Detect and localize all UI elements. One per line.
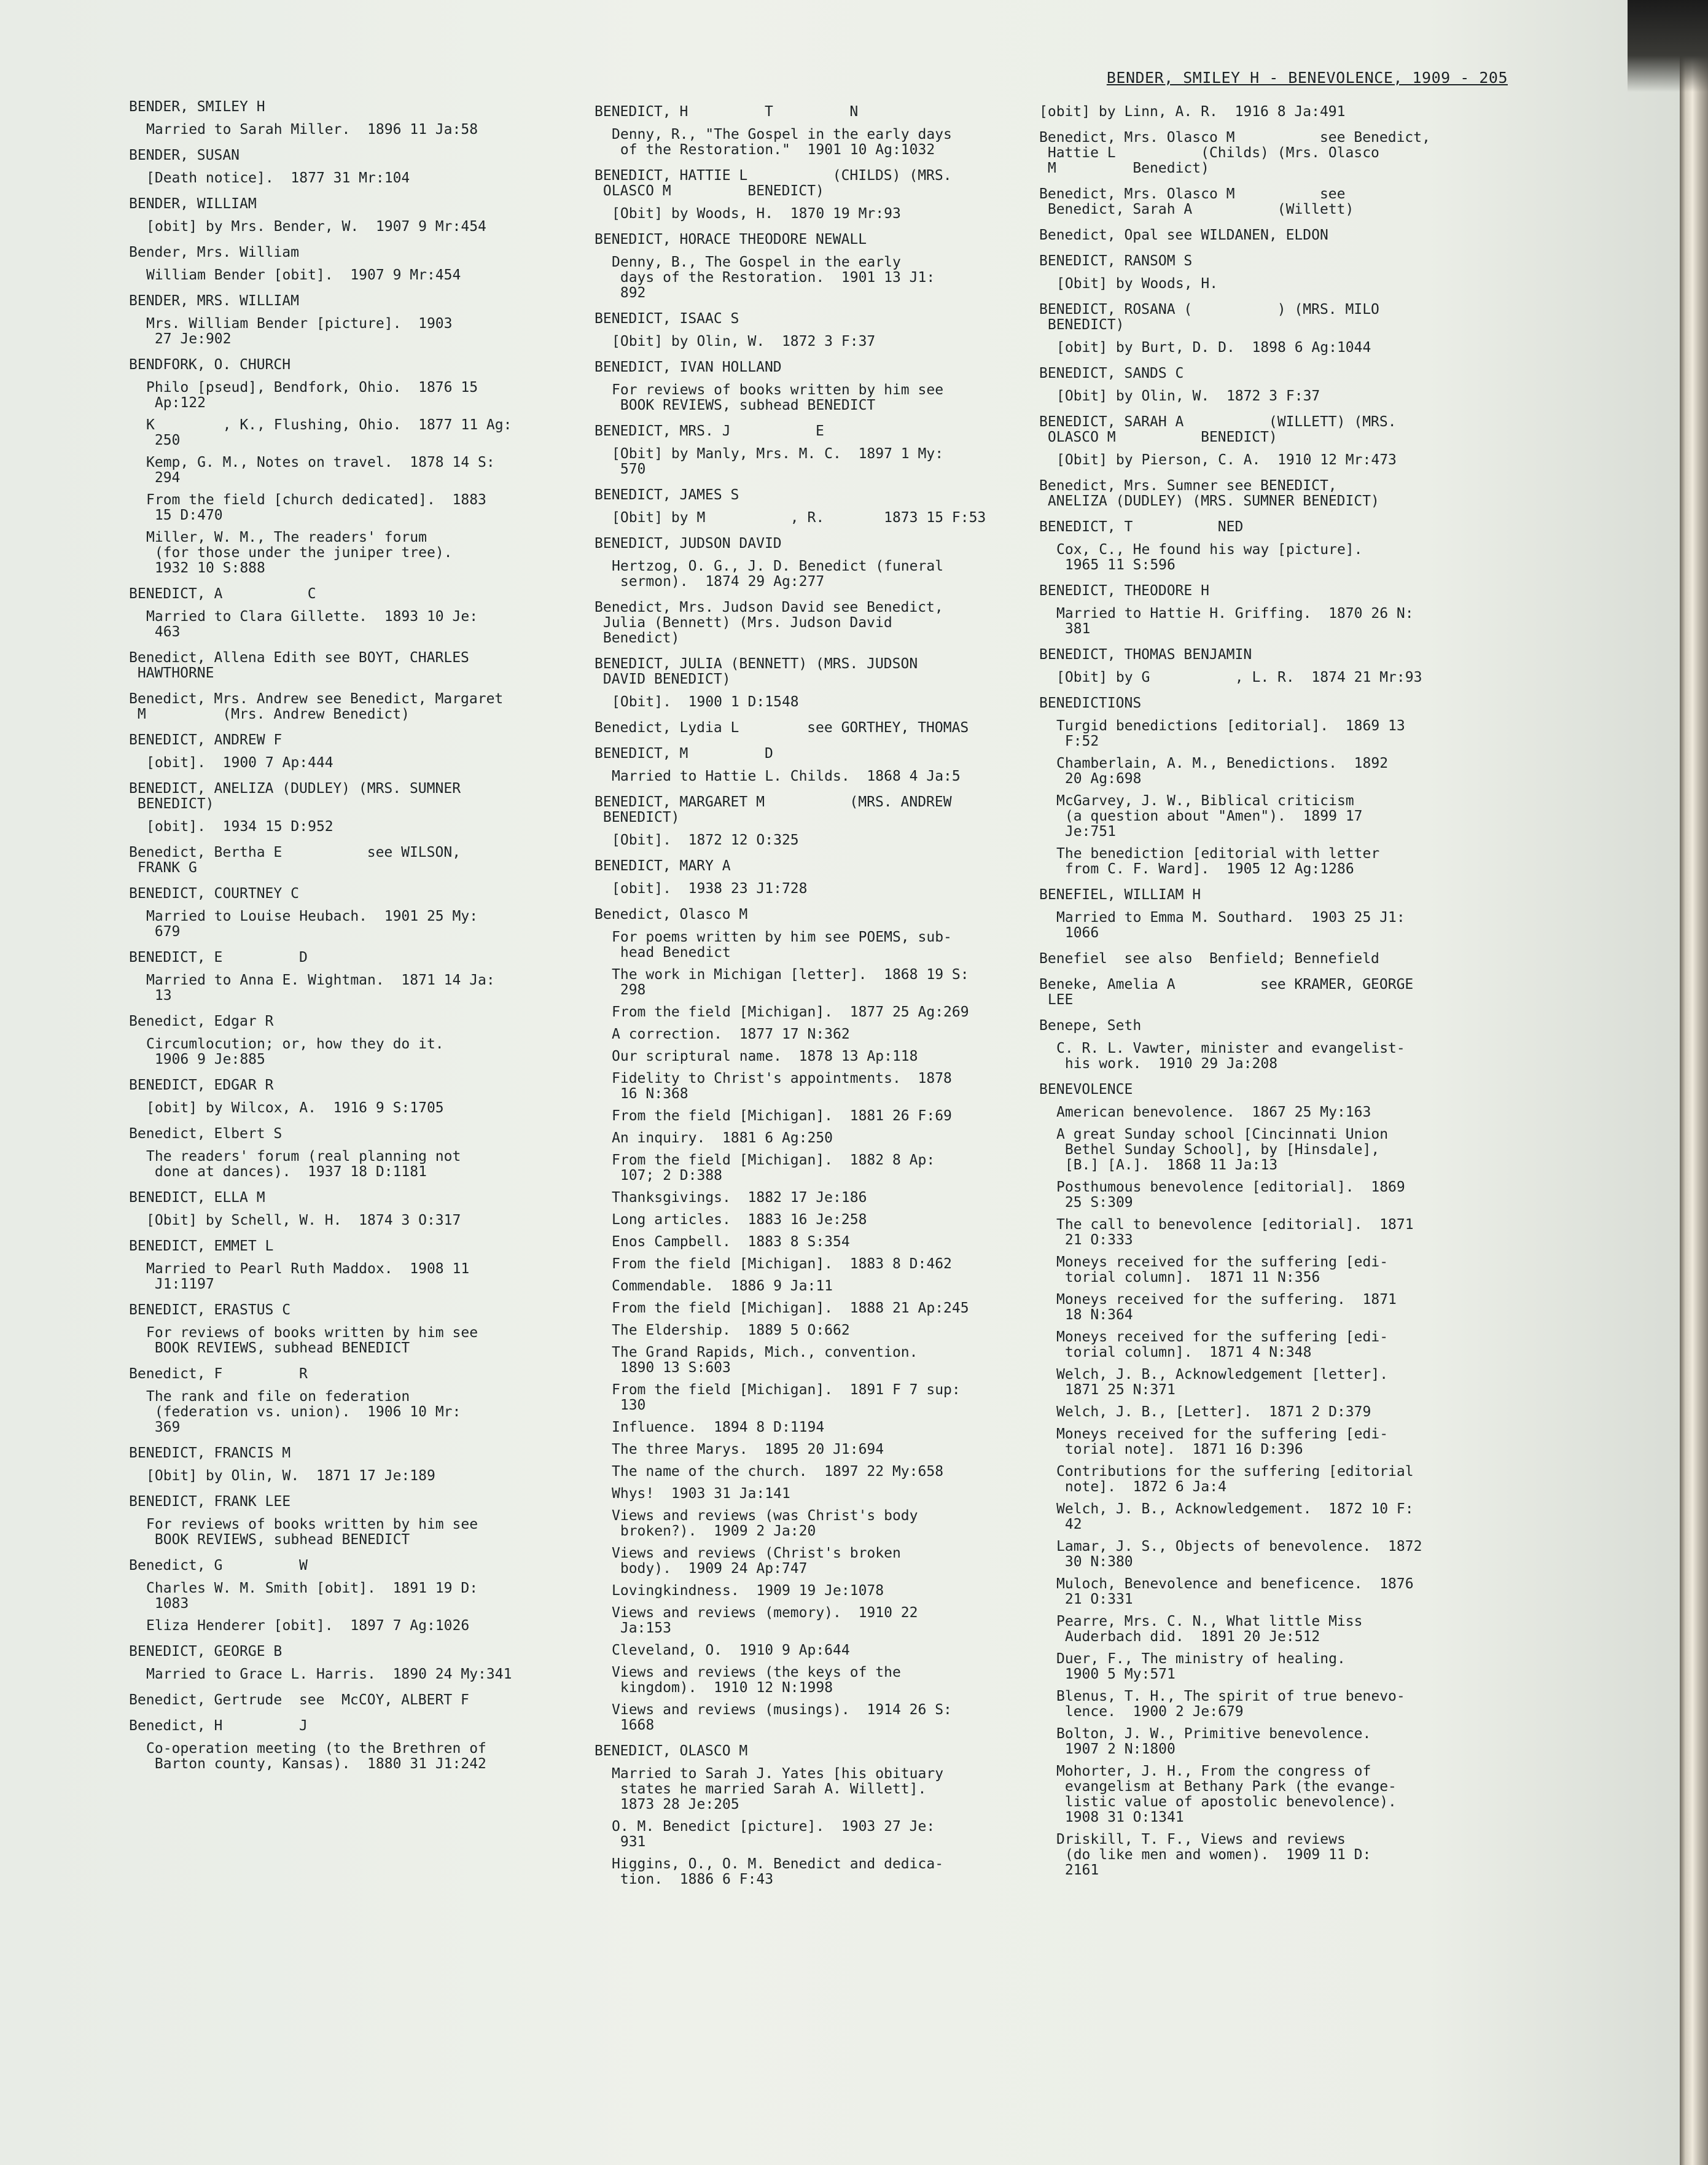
index-entry — [595, 104, 1037, 158]
entry-citation: Co-operation meeting (to the Brethren of Barton county, Kansas). 1880 31 J1:242 — [146, 1741, 486, 1772]
index-entry — [1039, 366, 1494, 404]
entry-citation: [Obit] by G , L. R. 1874 21 Mr:93 — [1056, 669, 1422, 685]
entry-heading: Benedict, Mrs. Olasco M see Benedict, Hattie L (Childs) (Mrs. Olasco M Benedict) — [1039, 130, 1430, 176]
entry-citation: Pearre, Mrs. C. N., What little Miss Auderbach did. 1891 20 Je:512 — [1056, 1613, 1363, 1645]
entry-heading: BENEFIEL, WILLIAM H — [1039, 887, 1201, 903]
index-entry — [129, 650, 571, 681]
entry-citation: Miller, W. M., The readers' forum (for those under the juniper tree). 1932 10 S:888 — [146, 529, 453, 576]
entry-citation: Denny, B., The Gospel in the early days of the Restoration. 1901 13 J1: 892 — [612, 254, 935, 301]
index-entry — [129, 692, 571, 722]
entry-heading: BENEDICT, SANDS C — [1039, 365, 1184, 381]
entry-citation: [Obit] by Manly, Mrs. M. C. 1897 1 My: 570 — [612, 446, 944, 477]
entry-citation: For reviews of books written by him see BOOK REVIEWS, subhead BENEDICT — [146, 1516, 478, 1548]
entry-citation: Our scriptural name. 1878 13 Ap:118 — [612, 1048, 918, 1064]
entry-heading: Benedict, Edgar R — [129, 1013, 274, 1029]
entry-heading: Benedict, Mrs. Judson David see Benedict, Julia (Bennett) (Mrs. Judson David Benedict) — [595, 599, 943, 646]
entry-citation: Kemp, G. M., Notes on travel. 1878 14 S: 294 — [146, 454, 495, 486]
entry-citation: Married to Grace L. Harris. 1890 24 My:341 — [146, 1666, 512, 1682]
entry-heading: BENDER, SMILEY H — [129, 99, 265, 115]
index-entry — [1039, 1018, 1494, 1072]
entry-citation: From the field [Michigan]. 1877 25 Ag:269 — [612, 1004, 969, 1020]
entry-citation: Moneys received for the suffering. 1871 18 N:364 — [1056, 1292, 1397, 1323]
entry-citation: Posthumous benevolence [editorial]. 1869 25 S:309 — [1056, 1179, 1405, 1211]
entry-citation: Hertzog, O. G., J. D. Benedict (funeral sermon). 1874 29 Ag:277 — [612, 558, 944, 590]
index-entry — [129, 733, 571, 771]
entry-heading: Benepe, Seth — [1039, 1018, 1142, 1034]
index-entry — [129, 1644, 571, 1682]
entry-heading: Beneke, Amelia A see KRAMER, GEORGE LEE — [1039, 977, 1414, 1008]
index-entry — [129, 886, 571, 940]
entry-citation: Views and reviews (Christ's broken body). 1909 24 Ap:747 — [612, 1545, 901, 1577]
index-entry — [595, 600, 1037, 646]
entry-heading: BENDER, WILLIAM — [129, 196, 257, 212]
index-column-1 — [129, 99, 571, 1782]
entry-heading: BENEDICT, HORACE THEODORE NEWALL — [595, 232, 867, 248]
index-entry — [1039, 520, 1494, 573]
entry-citation: Views and reviews (was Christ's body broken?). 1909 2 Ja:20 — [612, 1508, 918, 1539]
index-entry — [595, 795, 1037, 848]
entry-heading: BENEDICT, MARGARET M (MRS. ANDREW BENEDICT) — [595, 794, 952, 825]
entry-heading: BENEDICT, GEORGE B — [129, 1644, 283, 1660]
index-entry — [595, 746, 1037, 784]
entry-citation: From the field [church dedicated]. 1883 15 D:470 — [146, 492, 486, 523]
entry-citation: Driskill, T. F., Views and reviews (do like men and women). 1909 11 D: 2161 — [1056, 1831, 1371, 1878]
entry-citation: Whys! 1903 31 Ja:141 — [612, 1486, 790, 1502]
entry-heading: BENDER, SUSAN — [129, 147, 240, 163]
entry-heading: BENEDICT, SARAH A (WILLETT) (MRS. OLASCO M BENEDICT) — [1039, 414, 1397, 445]
entry-citation: Views and reviews (the keys of the kingdom). 1910 12 N:1998 — [612, 1664, 901, 1696]
entry-citation: Enos Campbell. 1883 8 S:354 — [612, 1234, 850, 1250]
entry-citation: [Obit] by Woods, H. — [1056, 276, 1219, 292]
entry-citation: The rank and file on federation (federation vs. union). 1906 10 Mr: 369 — [146, 1389, 461, 1435]
index-entry — [595, 424, 1037, 477]
index-entry — [595, 360, 1037, 413]
entry-heading: BENEDICT, ANDREW F — [129, 732, 283, 748]
index-entry — [1039, 130, 1494, 176]
entry-heading: Benefiel see also Benfield; Bennefield — [1039, 951, 1379, 967]
index-entry — [129, 1367, 571, 1435]
index-entry — [595, 859, 1037, 897]
entry-citation: K , K., Flushing, Ohio. 1877 11 Ag: 250 — [146, 417, 512, 448]
index-entry — [129, 781, 571, 835]
entry-heading: Benedict, Mrs. Andrew see Benedict, Margaret M (Mrs. Andrew Benedict) — [129, 691, 504, 722]
index-entry — [595, 488, 1037, 526]
entry-heading: Benedict, G W — [129, 1558, 308, 1574]
entry-heading: BENEDICT, ELLA M — [129, 1190, 265, 1206]
index-entry — [1039, 104, 1494, 120]
index-entry — [595, 907, 1037, 1733]
entry-citation: Married to Louise Heubach. 1901 25 My: 679 — [146, 908, 478, 940]
entry-citation: Married to Pearl Ruth Maddox. 1908 11 J1:1197 — [146, 1261, 470, 1292]
entry-citation: The Grand Rapids, Mich., convention. 1890 13 S:603 — [612, 1344, 918, 1376]
index-entry — [1039, 302, 1494, 356]
entry-heading: Bender, Mrs. William — [129, 244, 299, 260]
entry-citation: Duer, F., The ministry of healing. 1900 5 My:571 — [1056, 1651, 1346, 1682]
entry-citation: Married to Hattie H. Griffing. 1870 26 N: 381 — [1056, 606, 1414, 637]
entry-citation: From the field [Michigan]. 1888 21 Ap:245 — [612, 1300, 969, 1316]
index-entry — [1039, 478, 1494, 509]
entry-citation: A correction. 1877 17 N:362 — [612, 1026, 850, 1042]
entry-citation: Moneys received for the suffering [edi- torial column]. 1871 4 N:348 — [1056, 1329, 1389, 1360]
index-entry — [1039, 228, 1494, 243]
entry-citation: Circumlocution; or, how they do it. 1906 9 Je:885 — [146, 1036, 444, 1067]
index-entry — [1039, 583, 1494, 637]
entry-citation: [Obit] by Woods, H. 1870 19 Mr:93 — [612, 206, 901, 222]
entry-citation: Welch, J. B., [Letter]. 1871 2 D:379 — [1056, 1404, 1371, 1420]
index-column-3 — [1039, 104, 1494, 1889]
index-entry — [129, 1494, 571, 1548]
entry-citation: [obit] by Mrs. Bender, W. 1907 9 Mr:454 — [146, 219, 486, 235]
entry-citation: Blenus, T. H., The spirit of true benevo- lence. 1900 2 Je:679 — [1056, 1688, 1405, 1720]
entry-citation: [Obit] by M , R. 1873 15 F:53 — [612, 510, 986, 526]
entry-heading: BENEDICT, JULIA (BENNETT) (MRS. JUDSON DAVID BENEDICT) — [595, 656, 918, 687]
entry-citation: Lamar, J. S., Objects of benevolence. 1872 30 N:380 — [1056, 1539, 1422, 1570]
entry-citation: Muloch, Benevolence and beneficence. 1876 21 O:331 — [1056, 1576, 1414, 1607]
index-entry — [129, 845, 571, 876]
index-entry — [595, 311, 1037, 349]
entry-heading: BENEDICT, MRS. J E — [595, 423, 824, 439]
entry-citation: Eliza Henderer [obit]. 1897 7 Ag:1026 — [146, 1618, 470, 1634]
entry-citation: The three Marys. 1895 20 J1:694 — [612, 1441, 884, 1457]
entry-heading: BENDFORK, O. CHURCH — [129, 357, 291, 373]
index-entry — [1039, 887, 1494, 941]
entry-citation: Fidelity to Christ's appointments. 1878 16 N:368 — [612, 1071, 952, 1102]
entry-citation: [obit]. 1900 7 Ap:444 — [146, 755, 333, 771]
entry-heading: Benedict, F R — [129, 1366, 308, 1382]
entry-citation: The work in Michigan [letter]. 1868 19 S: 298 — [612, 967, 969, 998]
entry-citation: The benediction [editorial with letter from C. F. Ward]. 1905 12 Ag:1286 — [1056, 846, 1380, 877]
entry-citation: William Bender [obit]. 1907 9 Mr:454 — [146, 267, 461, 283]
index-entry — [129, 950, 571, 1004]
entry-heading: BENDER, MRS. WILLIAM — [129, 293, 299, 309]
index-entry — [129, 1126, 571, 1180]
entry-heading: BENEDICT, EDGAR R — [129, 1077, 274, 1093]
entry-citation: [obit] by Wilcox, A. 1916 9 S:1705 — [146, 1100, 444, 1116]
entry-heading: BENEDICT, T NED — [1039, 519, 1244, 535]
entry-heading: BENEDICT, ERASTUS C — [129, 1302, 291, 1318]
index-entry — [1039, 415, 1494, 468]
entry-heading: BENEDICT, ROSANA ( ) (MRS. MILO BENEDICT) — [1039, 302, 1379, 333]
running-header: BENDER, SMILEY H - BENEVOLENCE, 1909 - 205 — [1106, 69, 1508, 87]
entry-heading: BENEDICT, HATTIE L (CHILDS) (MRS. OLASCO M BENEDICT) — [595, 168, 952, 199]
index-entry — [129, 1446, 571, 1484]
entry-heading: BENEDICT, OLASCO M — [595, 1743, 748, 1759]
entry-heading: BENEDICT, FRANK LEE — [129, 1494, 291, 1510]
entry-citation: McGarvey, J. W., Biblical criticism (a question about "Amen"). 1899 17 Je:751 — [1056, 793, 1363, 840]
entry-citation: The Eldership. 1889 5 O:662 — [612, 1322, 850, 1338]
entry-citation: Influence. 1894 8 D:1194 — [612, 1419, 825, 1435]
entry-citation: Married to Clara Gillette. 1893 10 Je: 463 — [146, 609, 478, 640]
entry-citation: Views and reviews (memory). 1910 22 Ja:153 — [612, 1605, 918, 1636]
index-entry — [1039, 977, 1494, 1008]
entry-citation: [obit]. 1938 23 J1:728 — [612, 881, 808, 897]
entry-heading: BENEDICT, E D — [129, 950, 308, 965]
entry-heading: BENEDICT, FRANCIS M — [129, 1445, 291, 1461]
entry-citation: American benevolence. 1867 25 My:163 — [1056, 1104, 1371, 1120]
entry-citation: A great Sunday school [Cincinnati Union Bethel Sunday School], by [Hinsdale], [B.] [A.]. 1868 11 Ja:13 — [1056, 1126, 1389, 1173]
index-entry — [595, 232, 1037, 301]
entry-citation: For reviews of books written by him see BOOK REVIEWS, subhead BENEDICT — [612, 382, 944, 413]
entry-citation: Commendable. 1886 9 Ja:11 — [612, 1278, 833, 1294]
entry-citation: Moneys received for the suffering [edi- torial column]. 1871 11 N:356 — [1056, 1254, 1389, 1285]
entry-citation: [Obit] by Schell, W. H. 1874 3 O:317 — [146, 1212, 461, 1228]
entry-heading: BENEDICT, ANELIZA (DUDLEY) (MRS. SUMNER BENEDICT) — [129, 781, 461, 812]
entry-citation: Married to Sarah Miller. 1896 11 Ja:58 — [146, 122, 478, 138]
index-entry — [129, 587, 571, 640]
book-page-edge — [1680, 0, 1708, 2165]
entry-citation: [obit]. 1934 15 D:952 — [146, 819, 333, 835]
entry-citation: Denny, R., "The Gospel in the early days of the Restoration." 1901 10 Ag:1032 — [612, 127, 952, 158]
entry-citation: Mrs. William Bender [picture]. 1903 27 Je:902 — [146, 316, 453, 347]
entry-citation: O. M. Benedict [picture]. 1903 27 Je: 931 — [612, 1819, 935, 1850]
index-entry — [1039, 254, 1494, 292]
entry-citation: [Obit] by Olin, W. 1871 17 Je:189 — [146, 1468, 435, 1484]
entry-heading: Benedict, Allena Edith see BOYT, CHARLES HAWTHORNE — [129, 650, 469, 681]
entry-citation: Married to Hattie L. Childs. 1868 4 Ja:5 — [612, 768, 961, 784]
entry-citation: [Obit] by Olin, W. 1872 3 F:37 — [1056, 388, 1320, 404]
entry-citation: [obit] by Burt, D. D. 1898 6 Ag:1044 — [1056, 340, 1371, 356]
entry-citation: From the field [Michigan]. 1883 8 D:462 — [612, 1256, 952, 1272]
index-entry — [595, 657, 1037, 710]
index-entry — [129, 357, 571, 576]
entry-citation: An inquiry. 1881 6 Ag:250 — [612, 1130, 833, 1146]
entry-citation: The readers' forum (real planning not done at dances). 1937 18 D:1181 — [146, 1149, 461, 1180]
index-entry — [129, 1190, 571, 1228]
entry-citation: [Obit]. 1872 12 O:325 — [612, 832, 799, 848]
entry-citation: From the field [Michigan]. 1891 F 7 sup: 130 — [612, 1382, 961, 1413]
index-entry — [1039, 647, 1494, 685]
entry-citation: Long articles. 1883 16 Je:258 — [612, 1212, 867, 1228]
index-entry — [595, 536, 1037, 590]
entry-heading: Benedict, Olasco M — [595, 907, 748, 923]
entry-heading: BENEDICT, JAMES S — [595, 487, 739, 503]
entry-heading: Benedict, Gertrude see McCOY, ALBERT F — [129, 1692, 469, 1708]
entry-citation: Bolton, J. W., Primitive benevolence. 1907 2 N:1800 — [1056, 1726, 1371, 1757]
entry-heading: Benedict, Lydia L see GORTHEY, THOMAS — [595, 720, 969, 736]
book-corner-shadow — [1628, 0, 1708, 92]
entry-citation: For poems written by him see POEMS, sub- head Benedict — [612, 929, 952, 961]
entry-citation: For reviews of books written by him see BOOK REVIEWS, subhead BENEDICT — [146, 1325, 478, 1356]
entry-citation: Philo [pseud], Bendfork, Ohio. 1876 15 Ap:122 — [146, 380, 478, 411]
entry-citation: Married to Emma M. Southard. 1903 25 J1: 1066 — [1056, 910, 1405, 941]
entry-heading: BENEDICT, IVAN HOLLAND — [595, 359, 782, 375]
entry-heading: Benedict, H J — [129, 1718, 308, 1734]
index-entry — [129, 1014, 571, 1067]
entry-citation: Lovingkindness. 1909 19 Je:1078 — [612, 1583, 884, 1599]
index-entry — [129, 245, 571, 283]
entry-heading: Benedict, Mrs. Olasco M see Benedict, Sarah A (Willett) — [1039, 186, 1354, 217]
index-entry — [129, 1693, 571, 1708]
entry-heading: BENEDICT, EMMET L — [129, 1238, 274, 1254]
entry-citation: The call to benevolence [editorial]. 1871 21 O:333 — [1056, 1217, 1414, 1248]
index-entry — [129, 99, 571, 138]
entry-citation: Views and reviews (musings). 1914 26 S: 1668 — [612, 1702, 952, 1733]
entry-heading: BENEVOLENCE — [1039, 1082, 1133, 1098]
index-entry — [595, 720, 1037, 736]
index-entry — [1039, 951, 1494, 967]
entry-heading: Benedict, Bertha E see WILSON, FRANK G — [129, 845, 461, 876]
entry-citation: C. R. L. Vawter, minister and evangelist- his work. 1910 29 Ja:208 — [1056, 1040, 1405, 1072]
index-entry — [1039, 696, 1494, 877]
entry-heading: BENEDICT, JUDSON DAVID — [595, 536, 782, 552]
entry-heading: Benedict, Mrs. Sumner see BENEDICT, ANELIZA (DUDLEY) (MRS. SUMNER BENEDICT) — [1039, 478, 1379, 509]
entry-heading: BENEDICT, ISAAC S — [595, 311, 739, 327]
entry-heading: BENEDICT, MARY A — [595, 858, 731, 874]
index-entry — [129, 1303, 571, 1356]
entry-citation: [Death notice]. 1877 31 Mr:104 — [146, 170, 410, 186]
entry-citation: Charles W. M. Smith [obit]. 1891 19 D: 1083 — [146, 1580, 478, 1612]
entry-citation: Welch, J. B., Acknowledgement. 1872 10 F: 42 — [1056, 1501, 1414, 1532]
entry-heading: [obit] by Linn, A. R. 1916 8 Ja:491 — [1039, 104, 1346, 120]
entry-citation: Married to Anna E. Wightman. 1871 14 Ja: 13 — [146, 972, 495, 1004]
index-entry — [129, 294, 571, 347]
index-entry — [595, 1744, 1037, 1887]
entry-citation: Cox, C., He found his way [picture]. 1965 11 S:596 — [1056, 542, 1363, 573]
entry-heading: BENEDICT, H T N — [595, 104, 859, 120]
entry-citation: The name of the church. 1897 22 My:658 — [612, 1464, 944, 1480]
entry-citation: Thanksgivings. 1882 17 Je:186 — [612, 1190, 867, 1206]
entry-heading: BENEDICT, M D — [595, 746, 773, 762]
index-column-2 — [595, 104, 1037, 1898]
entry-citation: [Obit] by Pierson, C. A. 1910 12 Mr:473 — [1056, 452, 1397, 468]
index-entry — [129, 1558, 571, 1634]
entry-heading: BENEDICT, THEODORE H — [1039, 583, 1209, 599]
entry-citation: Married to Sarah J. Yates [his obituary states he married Sarah A. Willett]. 1873 28 Je:205 — [612, 1766, 944, 1812]
entry-heading: BENEDICT, THOMAS BENJAMIN — [1039, 647, 1252, 663]
entry-citation: From the field [Michigan]. 1881 26 F:69 — [612, 1108, 952, 1124]
index-entry — [595, 168, 1037, 222]
entry-heading: BENEDICT, RANSOM S — [1039, 253, 1193, 269]
index-entry — [129, 197, 571, 235]
entry-citation: Welch, J. B., Acknowledgement [letter]. 1871 25 N:371 — [1056, 1367, 1389, 1398]
entry-citation: Cleveland, O. 1910 9 Ap:644 — [612, 1642, 850, 1658]
entry-heading: Benedict, Opal see WILDANEN, ELDON — [1039, 227, 1328, 243]
entry-citation: [Obit] by Olin, W. 1872 3 F:37 — [612, 334, 876, 349]
entry-heading: Benedict, Elbert S — [129, 1126, 283, 1142]
entry-heading: BENEDICTIONS — [1039, 695, 1142, 711]
entry-citation: Higgins, O., O. M. Benedict and dedica- tion. 1886 6 F:43 — [612, 1856, 944, 1887]
entry-citation: Turgid benedictions [editorial]. 1869 13 F:52 — [1056, 718, 1405, 749]
entry-citation: Contributions for the suffering [editorial note]. 1872 6 Ja:4 — [1056, 1464, 1414, 1495]
entry-citation: From the field [Michigan]. 1882 8 Ap: 107; 2 D:388 — [612, 1152, 935, 1184]
index-entry — [1039, 1082, 1494, 1878]
index-entry — [1039, 187, 1494, 217]
entry-heading: BENEDICT, A C — [129, 586, 316, 602]
entry-citation: Chamberlain, A. M., Benedictions. 1892 20 Ag:698 — [1056, 755, 1389, 787]
index-entry — [129, 1239, 571, 1292]
entry-heading: BENEDICT, COURTNEY C — [129, 886, 299, 902]
entry-citation: Mohorter, J. H., From the congress of evangelism at Bethany Park (the evange- listic value of apostolic benevolence). 1908 31 O:1341 — [1056, 1763, 1397, 1825]
index-entry — [129, 1718, 571, 1772]
entry-citation: [Obit]. 1900 1 D:1548 — [612, 694, 799, 710]
index-entry — [129, 148, 571, 186]
entry-citation: Moneys received for the suffering [edi- torial note]. 1871 16 D:396 — [1056, 1426, 1389, 1457]
index-entry — [129, 1078, 571, 1116]
